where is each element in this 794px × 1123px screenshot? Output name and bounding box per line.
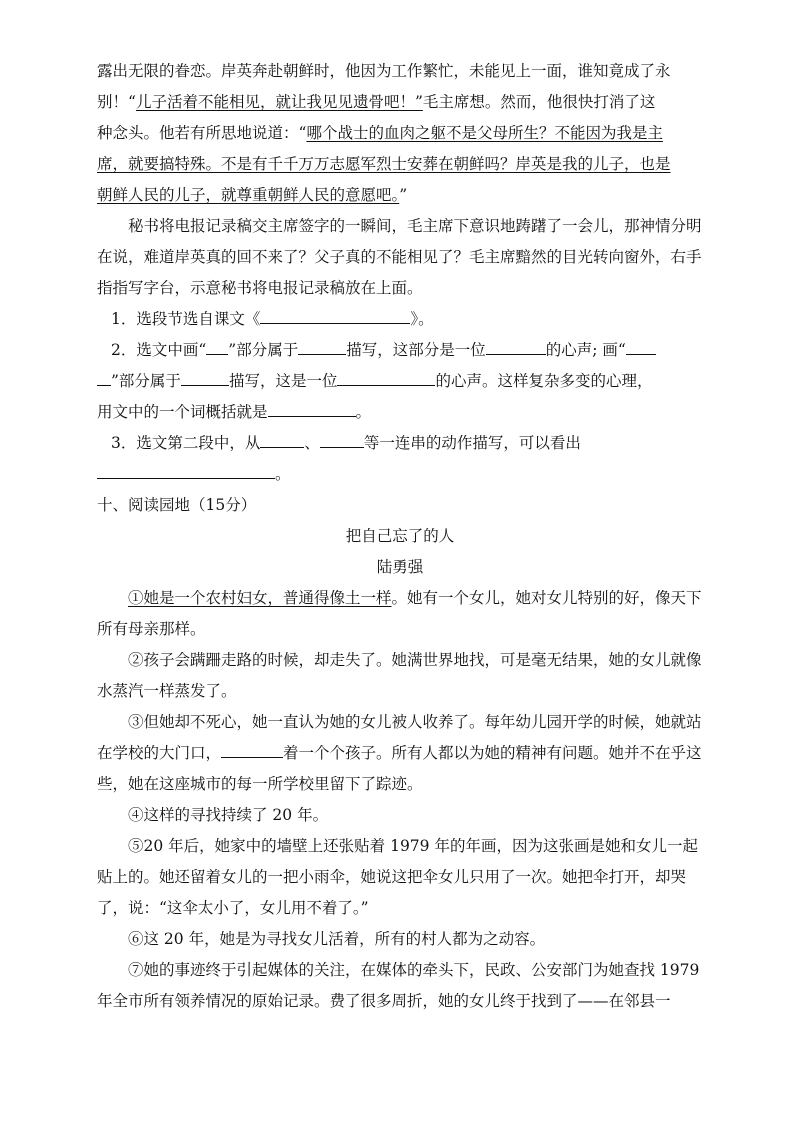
answer-blank[interactable] — [260, 429, 304, 448]
article-title: 把自己忘了的人 — [345, 527, 455, 545]
answer-blank[interactable] — [97, 367, 111, 386]
text: 描写，这部分是一位 — [346, 341, 486, 359]
text: 别！“ — [97, 93, 136, 111]
article-paragraph: ⑤20 年后，她家中的墙壁上还张贴着 1979 年的年画，因为这张画是她和女儿一起贴上的。她还留着女儿的一把小雨伞，她说这把伞女儿只用了一次。她把伞打开，却哭了，说：“这伞太小了，女儿用不着了。” — [97, 837, 698, 917]
question-3 — [97, 428, 703, 459]
text: ”部分属于 — [111, 372, 181, 390]
text: 2．选文中画“ — [111, 341, 207, 359]
text: 等一连串的动作描写，可以看出 — [363, 434, 581, 452]
passage-line — [97, 180, 703, 211]
text: 。她有一个女儿，她对女儿特别的好，像天下所有母亲那样。 — [97, 589, 702, 638]
question-2 — [97, 335, 703, 366]
passage-paragraph: 秘书将电报记录稿交主席签字的一瞬间，毛主席下意识地踌躇了一会儿，那神情分明在说，难道岸英真的回不来了？父子真的不能相见了？毛主席黯然的目光转向窗外，右手指指写字台，示意秘书将电报记录稿放在上面。 — [97, 217, 702, 297]
answer-blank[interactable] — [320, 429, 364, 448]
article-paragraph: ⑦她的事迹终于引起媒体的关注，在媒体的牵头下，民政、公安部门为她查找 1979 年全市所有领养情况的原始记录。费了很多周折，她的女儿终于找到了——在邻县一 — [97, 961, 700, 1010]
underlined-sentence: ①她是一个农村妇女，普通得像土一样 — [128, 589, 392, 607]
article-author: 陆勇强 — [376, 558, 424, 576]
text: ”部分属于 — [228, 341, 299, 359]
answer-blank[interactable] — [97, 460, 275, 479]
underlined-quote: 朝鲜人民的儿子，就尊重朝鲜人民的意愿吧。 — [97, 186, 400, 204]
question-3-cont — [97, 459, 703, 490]
answer-blank[interactable] — [260, 305, 410, 324]
text: 、 — [304, 434, 320, 452]
passage-line — [97, 118, 703, 149]
passage-line — [97, 87, 703, 118]
text: 1．选段节选自课文《 — [111, 310, 261, 328]
text: 》。 — [410, 310, 434, 328]
text: 。 — [275, 465, 291, 483]
answer-blank[interactable] — [268, 398, 356, 417]
text: 用文中的一个词概括就是 — [97, 403, 268, 421]
text: 。 — [355, 403, 372, 421]
answer-blank[interactable] — [486, 336, 546, 355]
document-page — [97, 56, 703, 1017]
answer-blank[interactable] — [181, 367, 229, 386]
article-paragraph: ②孩子会蹒跚走路的时候，却走失了。她满世界地找，可是毫无结果，她的女儿就像水蒸汽一样蒸发了。 — [97, 651, 702, 700]
answer-blank[interactable] — [221, 739, 283, 758]
underlined-quote: 哪个战士的血肉之躯不是父母所生？不能因为我是主 — [306, 124, 663, 142]
question-2-cont — [97, 366, 703, 397]
article-paragraph — [97, 583, 703, 645]
text: 毛主席想。然而，他很快打消了这 — [422, 93, 656, 111]
answer-blank[interactable] — [298, 336, 346, 355]
question-2-cont — [97, 397, 703, 428]
text: ③但她却不死心，她一直认为她的女儿被人收养了。每年幼儿园开学的时候，她就站在学校的大门口， — [97, 713, 702, 762]
text: 的心声; 画“ — [545, 341, 626, 359]
question-1 — [97, 304, 703, 335]
text: 的心声。这样复杂多变的心理， — [435, 372, 653, 390]
text: 3．选文第二段中，从 — [111, 434, 261, 452]
passage-line — [97, 56, 703, 87]
answer-blank[interactable] — [626, 336, 656, 355]
passage-line — [97, 149, 703, 180]
text: ” — [399, 186, 408, 204]
text: 描写，这是一位 — [228, 372, 338, 390]
underlined-quote: 儿子活着不能相见，就让我见见遗骨吧！” — [135, 93, 423, 111]
text: 着一个个孩子。所有人都以为她的精神有问题。她并不在乎这些，她在这座城市的每一所学校里留下了踪迹。 — [97, 744, 702, 793]
text: 种念头。他若有所思地说道：“ — [97, 124, 307, 142]
section-heading: 十、阅读园地（15分） — [97, 496, 257, 514]
answer-blank[interactable] — [337, 367, 435, 386]
article-paragraph — [97, 707, 703, 800]
answer-blank[interactable] — [206, 336, 228, 355]
article-paragraph: ⑥这 20 年，她是为寻找女儿活着，所有的村人都为之动容。 — [128, 930, 546, 948]
text: 露出无限的眷恋。岸英奔赴朝鲜时，他因为工作繁忙，未能见上一面，谁知竟成了永 — [97, 62, 671, 80]
article-paragraph: ④这样的寻找持续了 20 年。 — [128, 806, 329, 824]
underlined-quote: 席，就要搞特殊。不是有千千万万志愿军烈士安葬在朝鲜吗？岸英是我的儿子，也是 — [97, 155, 671, 173]
